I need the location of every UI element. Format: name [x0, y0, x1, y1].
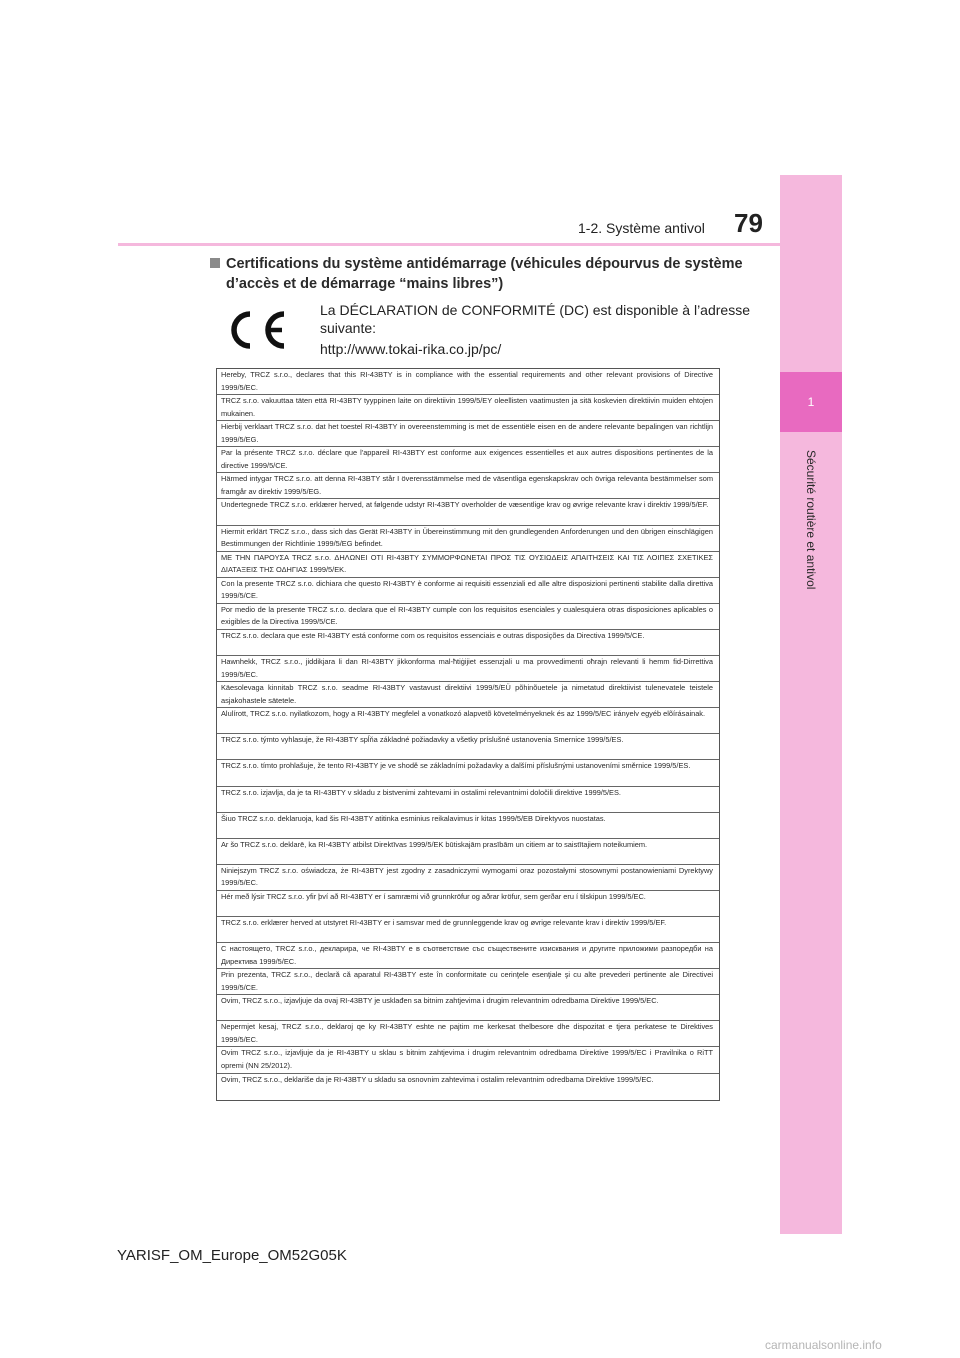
- declaration-row: Par la présente TRCZ s.r.o. déclare que l'appareil RI-43BTY est conforme aux exigences essentielles et aux autres dispositions pertinentes de la directive 1999/5/CE.: [217, 447, 719, 473]
- conformity-url[interactable]: http://www.tokai-rika.co.jp/pc/: [320, 341, 502, 357]
- heading-line-2: d’accès et de démarrage “mains libres”): [226, 276, 504, 292]
- declaration-row: Undertegnede TRCZ s.r.o. erklærer herved, at følgende udstyr RI-43BTY overholder de væsentlige krav og øvrige relevante krav i direktiv 1999/5/EF.: [217, 499, 719, 525]
- chapter-number: 1: [807, 395, 815, 409]
- declaration-row: Ar šo TRCZ s.r.o. deklarē, ka RI-43BTY atbilst Direktīvas 1999/5/EK būtiskajām prasībām un citiem ar to saistītajiem noteikumiem.: [217, 839, 719, 865]
- declaration-row: Hawnhekk, TRCZ s.r.o., jiddikjara li dan RI-43BTY jikkonforma mal-ħtiġijiet essenzjali u ma provvedimenti oħrajn relevanti li hemm fid-Dirrettiva 1999/5/EC.: [217, 656, 719, 682]
- declarations-table: [216, 368, 720, 1101]
- square-bullet-icon: [210, 258, 220, 268]
- header-rule: [118, 243, 780, 246]
- section-title: 1-2. Système antivol: [578, 220, 705, 236]
- declaration-row: Hér með lýsir TRCZ s.r.o. yfir því að RI-43BTY er í samræmi við grunnkröfur og aðrar kröfur, sem gerðar eru í tilskipun 1999/5/EC.: [217, 891, 719, 917]
- page-number: 79: [734, 208, 763, 238]
- chapter-side-tab: [780, 175, 842, 1234]
- declaration-row: Por medio de la presente TRCZ s.r.o. declara que el RI-43BTY cumple con los requisitos esenciales y cualesquiera otras disposiciones aplicables o exigibles de la Directiva 1999/5/CE.: [217, 604, 719, 630]
- ce-mark-icon: [222, 306, 290, 354]
- chapter-number-badge: [780, 372, 842, 432]
- chapter-label: Sécurité routière et antivol: [804, 450, 818, 590]
- watermark: carmanualsonline.info: [765, 1338, 882, 1352]
- declaration-row: Hierbij verklaart TRCZ s.r.o. dat het toestel RI-43BTY in overeenstemming is met de essentiële eisen en de andere relevante bepalingen van richtlijn 1999/5/EG.: [217, 421, 719, 447]
- heading-line-1: Certifications du système antidémarrage (véhicules dépourvus de système: [226, 256, 743, 272]
- conformity-notice: [320, 302, 750, 359]
- declaration-row: Šiuo TRCZ s.r.o. deklaruoja, kad šis RI-43BTY atitinka esminius reikalavimus ir kitas 1999/5/EB Direktyvos nuostatas.: [217, 813, 719, 839]
- declaration-row: TRCZ s.r.o. erklærer herved at utstyret RI-43BTY er i samsvar med de grunnleggende krav og øvrige relevante krav i direktiv 1999/5/EF.: [217, 917, 719, 943]
- declaration-row: Prin prezenta, TRCZ s.r.o., declară că aparatul RI-43BTY este în conformitate cu cerinţele esenţiale şi cu alte prevederi pertinente ale Directivei 1999/5/CE.: [217, 969, 719, 995]
- document-code: YARISF_OM_Europe_OM52G05K: [117, 1247, 347, 1264]
- declaration-row: TRCZ s.r.o. declara que este RI-43BTY está conforme com os requisitos essenciais e outras disposições da Directiva 1999/5/CE.: [217, 630, 719, 656]
- declaration-row: TRCZ s.r.o. izjavlja, da je ta RI-43BTY v skladu z bistvenimi zahtevami in ostalimi relevantnimi določili direktive 1999/5/ES.: [217, 787, 719, 813]
- conformity-text: La DÉCLARATION de CONFORMITÉ (DC) est disponible à l’adresse suivante:: [320, 302, 750, 336]
- section-heading: [210, 254, 750, 294]
- declaration-row: ΜΕ ΤΗΝ ΠΑΡΟΥΣΑ TRCZ s.r.o. ΔΗΛΩΝΕΙ ΟΤΙ RI-43BTY ΣΥΜΜΟΡΦΩΝΕΤΑΙ ΠΡΟΣ ΤΙΣ ΟΥΣΙΩΔΕΙΣ ΑΠΑΙΤΗΣΕΙΣ ΚΑΙ ΤΙΣ ΛΟΙΠΕΣ ΣΧΕΤΙΚΕΣ ΔΙΑΤΑΞΕΙΣ ΤΗΣ ΟΔΗΓΙΑΣ 1999/5/ΕΚ.: [217, 552, 719, 578]
- declaration-row: Alulírott, TRCZ s.r.o. nyilatkozom, hogy a RI-43BTY megfelel a vonatkozó alapvetõ követelményeknek és az 1999/5/EC irányelv egyéb elõírásainak.: [217, 708, 719, 734]
- declaration-row: Con la presente TRCZ s.r.o. dichiara che questo RI-43BTY è conforme ai requisiti essenziali ed alle altre disposizioni pertinenti stabilite dalla direttiva 1999/5/CE.: [217, 578, 719, 604]
- declaration-row: Hereby, TRCZ s.r.o., declares that this RI-43BTY is in compliance with the essential requirements and other relevant provisions of Directive 1999/5/EC.: [217, 369, 719, 395]
- declaration-row: TRCZ s.r.o. týmto vyhlasuje, že RI-43BTY spĺňa základné požiadavky a všetky príslušné ustanovenia Smernice 1999/5/ES.: [217, 734, 719, 760]
- declaration-row: TRCZ s.r.o. tímto prohlašuje, že tento RI-43BTY je ve shodě se základními požadavky a dalšími příslušnými ustanoveními směrnice 1999/5/ES.: [217, 760, 719, 786]
- declaration-row: TRCZ s.r.o. vakuuttaa täten että RI-43BTY tyyppinen laite on direktiivin 1999/5/EY oleellisten vaatimusten ja sitä koskevien direktiivin muiden ehtojen mukainen.: [217, 395, 719, 421]
- declaration-row: Hiermit erklärt TRCZ s.r.o., dass sich das Gerät RI-43BTY in Übereinstimmung mit den grundlegenden Anforderungen und den übrigen einschlägigen Bestimmungen der Richtlinie 1999/5/EG befindet.: [217, 526, 719, 552]
- declaration-row: Ovim, TRCZ s.r.o., deklariše da je RI-43BTY u skladu sa osnovnim zahtevima i ostalim relevantnim odredbama Direktive 1999/5/EC.: [221, 1074, 654, 1084]
- declaration-row: Niniejszym TRCZ s.r.o. oświadcza, że RI-43BTY jest zgodny z zasadniczymi wymogami oraz pozostałymi stosownymi postanowieniami Dyrektywy 1999/5/EC.: [217, 865, 719, 891]
- declaration-row: Käesolevaga kinnitab TRCZ s.r.o. seadme RI-43BTY vastavust direktiivi 1999/5/EÜ põhinõuetele ja nimetatud direktiivist tulenevatele teistele asjakohastele sätetele.: [217, 682, 719, 708]
- declaration-row: С настоящето, TRCZ s.r.o., декларира, че RI-43BTY е в съответствие със съществените изисквания и другите приложими разпоредби на Директива 1999/5/ЕС.: [217, 943, 719, 969]
- declaration-row: Härmed intygar TRCZ s.r.o. att denna RI-43BTY står I överensstämmelse med de väsentliga egenskapskrav och övriga relevanta bestämmelser som framgår av direktiv 1999/5/EG.: [217, 473, 719, 499]
- declaration-row: Nepermjet kesaj, TRCZ s.r.o., deklaroj qe ky RI-43BTY eshte ne pajtim me kerkesat thelbesore dhe dispozitat e tjera perkatese te Direktives 1999/5/EC.: [217, 1021, 719, 1047]
- declaration-row: Ovim, TRCZ s.r.o., izjavljuje da ovaj RI-43BTY je usklađen sa bitnim zahtjevima i drugim relevantnim odredbama Direktive 1999/5/EC.: [217, 995, 719, 1021]
- declaration-row: Ovim TRCZ s.r.o., izjavljuje da je RI-43BTY u sklau s bitnim zahtjevima i drugim relevantnim odredbama Direktive 1999/5/EC i Pravilnika o RiTT opremi (NN 25/2012).: [217, 1047, 719, 1073]
